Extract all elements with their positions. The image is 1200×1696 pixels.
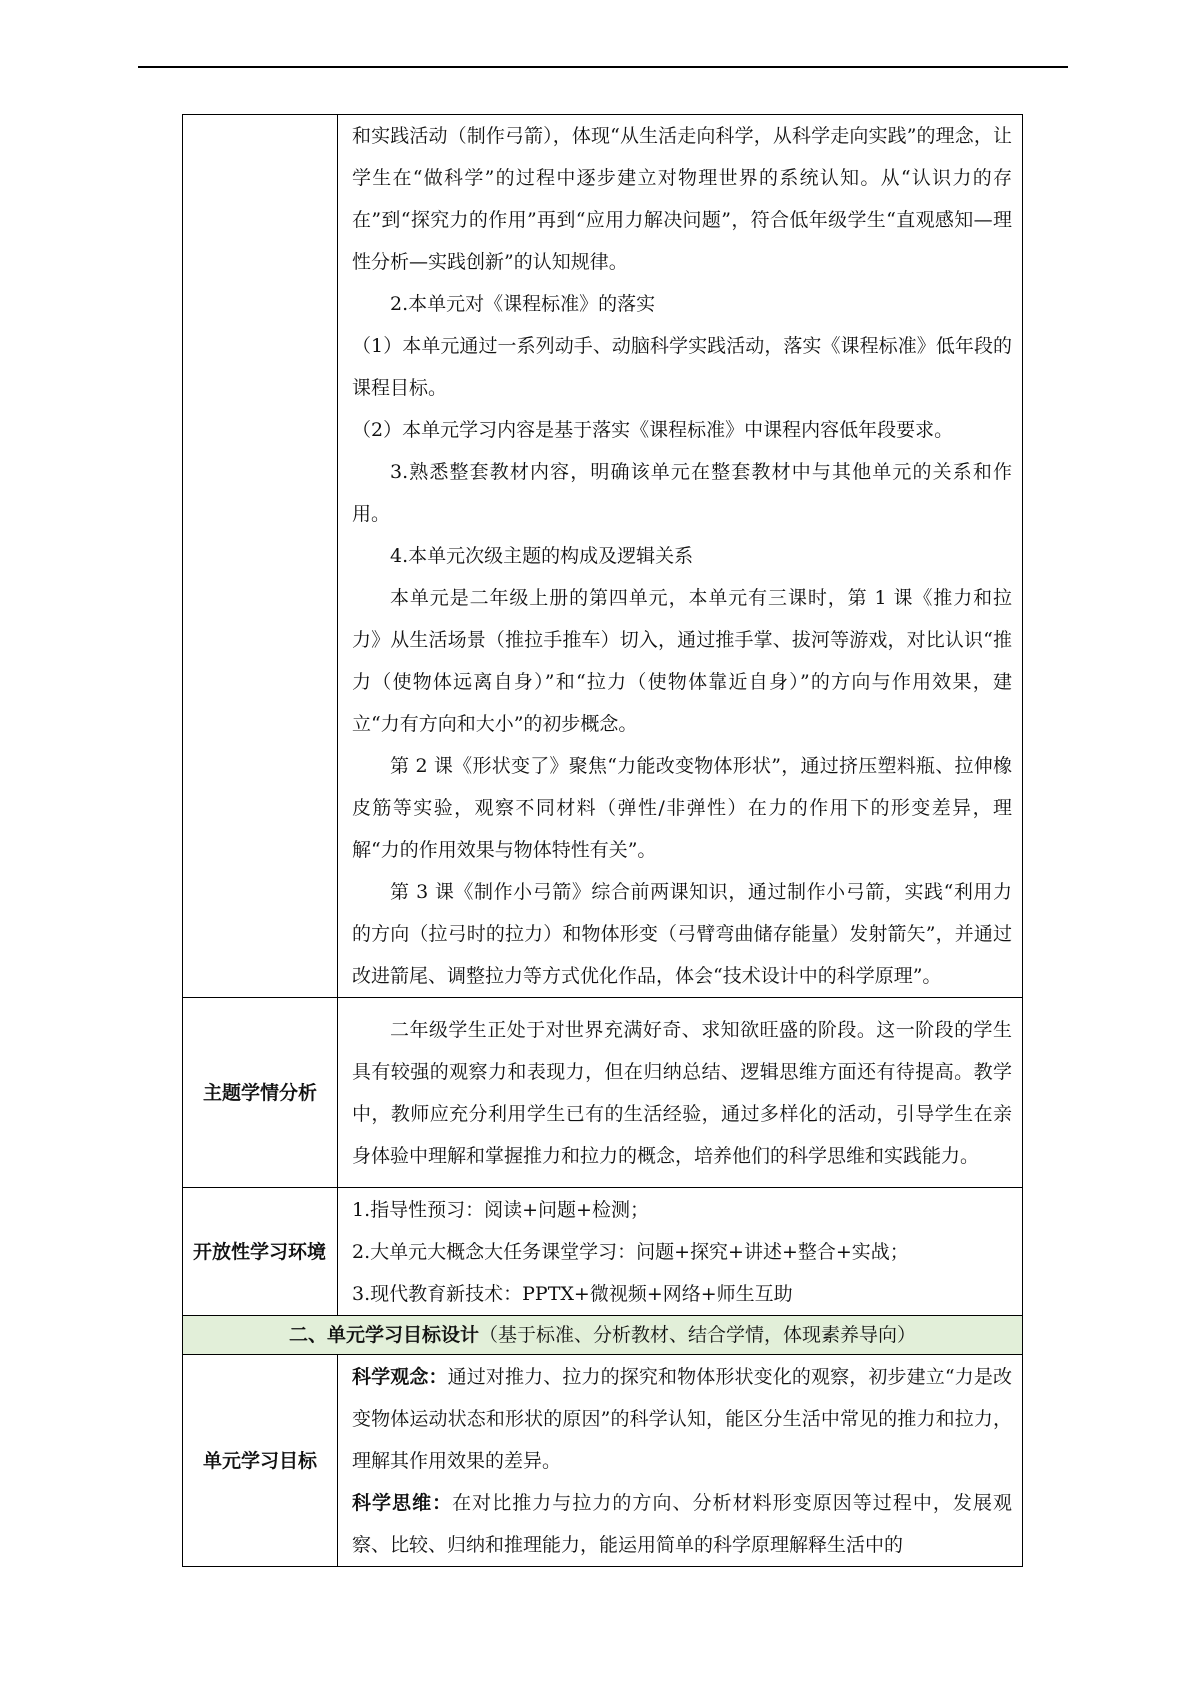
learner-analysis-label: 主题学情分析	[183, 998, 338, 1188]
goal-title: 科学思维：	[352, 1491, 453, 1514]
paragraph: 本单元是二年级上册的第四单元，本单元有三课时，第 1 课《推力和拉力》从生活场景（推拉手推车）切入，通过推手掌、拔河等游戏，对比认识“推力（使物体远离自身）”和“拉力（使物体靠近自身）”的方向与作用效果，建立“力有方向和大小”的初步概念。	[352, 587, 1012, 735]
goal-text: 通过对推力、拉力的探究和物体形状变化的观察，初步建立“力是改变物体运动状态和形状的原因”的科学认知，能区分生活中常见的推力和拉力，理解其作用效果的差异。	[352, 1365, 1012, 1472]
lesson-plan-table	[182, 114, 1023, 1567]
paragraph: 第 2 课《形状变了》聚焦“力能改变物体形状”，通过挤压塑料瓶、拉伸橡皮筋等实验，观察不同材料（弹性/非弹性）在力的作用下的形变差异，理解“力的作用效果与物体特性有关”。	[352, 755, 1012, 861]
goal-text: 在对比推力与拉力的方向、分析材料形变原因等过程中，发展观察、比较、归纳和推理能力，能运用简单的科学原理解释生活中的	[352, 1491, 1012, 1556]
section-header-cell	[183, 1316, 1023, 1355]
section-header-title: 二、单元学习目标设计	[288, 1324, 479, 1346]
header-rule	[138, 66, 1068, 68]
section-header-row	[183, 1316, 1023, 1355]
section-header-note: （基于标准、分析教材、结合学情，体现素养导向）	[479, 1324, 917, 1346]
learner-analysis-row	[183, 998, 1023, 1188]
environment-item: 1.指导性预习：阅读+问题+检测；	[352, 1198, 649, 1221]
paragraph: 3.熟悉整套教材内容，明确该单元在整套教材中与其他单元的关系和作用。	[352, 461, 1012, 525]
paragraph: （1）本单元通过一系列动手、动脑科学实践活动，落实《课程标准》低年段的课程目标。	[352, 335, 1012, 399]
paragraph: 4.本单元次级主题的构成及逻辑关系	[390, 545, 694, 567]
environment-label: 开放性学习环境	[183, 1188, 338, 1316]
paragraph: 第 3 课《制作小弓箭》综合前两课知识，通过制作小弓箭，实践“利用力的方向（拉弓时的拉力）和物体形变（弓臂弯曲储存能量）发射箭矢”，并通过改进箭尾、调整拉力等方式优化作品，体会“技术设计中的科学原理”。	[352, 881, 1012, 987]
goals-cell	[338, 1355, 1023, 1567]
unit-content-row	[183, 115, 1023, 998]
goals-row	[183, 1355, 1023, 1567]
environment-item: 2.大单元大概念大任务课堂学习：问题+探究+讲述+整合+实战；	[352, 1240, 909, 1263]
learner-analysis-cell	[338, 998, 1023, 1188]
environment-row	[183, 1188, 1023, 1316]
environment-item: 3.现代教育新技术：PPTX+微视频+网络+师生互助	[352, 1282, 793, 1305]
unit-content-cell	[338, 115, 1023, 998]
goal-title: 科学观念：	[352, 1365, 448, 1388]
goal-science-thinking	[352, 1482, 1012, 1566]
paragraph: （2）本单元学习内容是基于落实《课程标准》中课程内容低年段要求。	[352, 419, 954, 441]
environment-cell	[338, 1188, 1023, 1316]
learner-analysis-text: 二年级学生正处于对世界充满好奇、求知欲旺盛的阶段。这一阶段的学生具有较强的观察力和表现力，但在归纳总结、逻辑思维方面还有待提高。教学中，教师应充分利用学生已有的生活经验，通过多样化的活动，引导学生在亲身体验中理解和掌握推力和拉力的概念，培养他们的科学思维和实践能力。	[352, 1018, 1012, 1167]
paragraph: 2.本单元对《课程标准》的落实	[390, 293, 656, 315]
unit-content-label-cell	[183, 115, 338, 998]
goals-label: 单元学习目标	[183, 1355, 338, 1567]
goal-science-concept	[352, 1356, 1012, 1482]
paragraph: 和实践活动（制作弓箭），体现“从生活走向科学，从科学走向实践”的理念，让学生在“做科学”的过程中逐步建立对物理世界的系统认知。从“认识力的存在”到“探究力的作用”再到“应用力解决问题”，符合低年级学生“直观感知—理性分析—实践创新”的认知规律。	[352, 125, 1012, 273]
